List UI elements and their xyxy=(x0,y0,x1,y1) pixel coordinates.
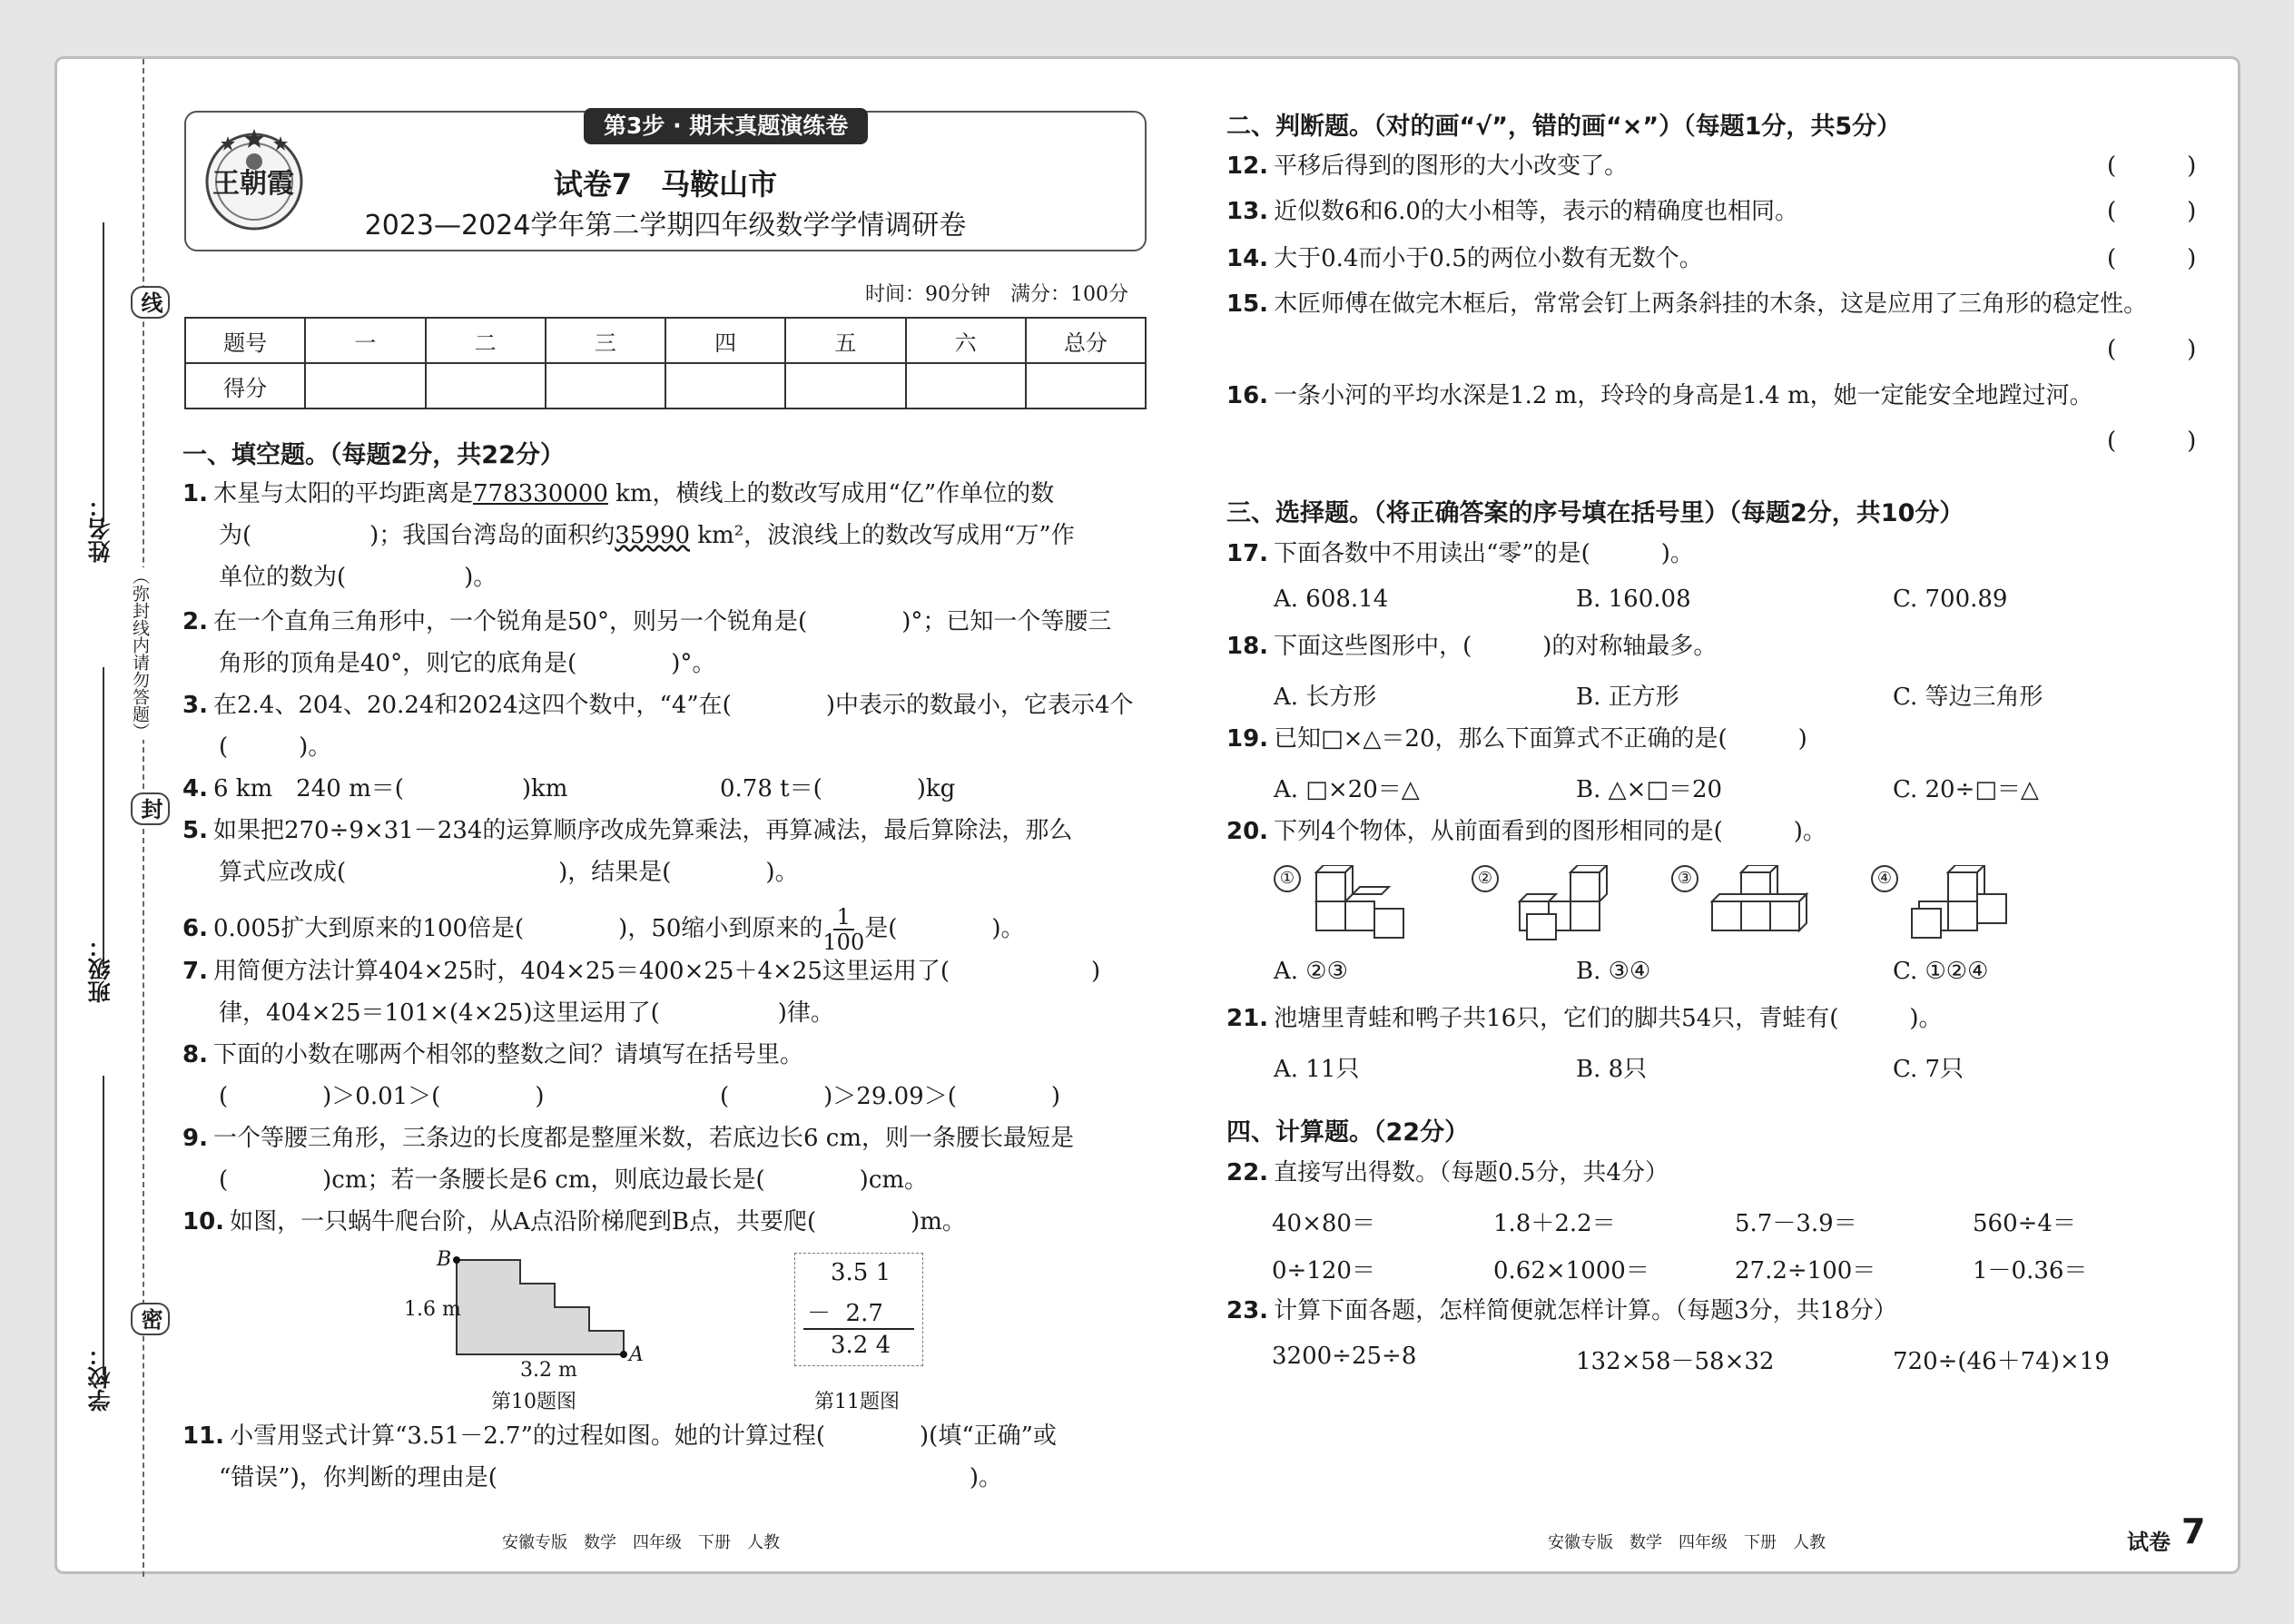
question-9: 9. 一个等腰三角形，三条边的长度都是整厘米数，若底边长6 cm，则一条腰长最短是 xyxy=(182,1125,1074,1152)
question-11: 11. 小雪用竖式计算“3.51－2.7”的过程如图。她的计算过程( )(填“正确”或 xyxy=(182,1422,1057,1450)
fig11-row1: 3.5 1 xyxy=(831,1259,891,1286)
exam-sheet xyxy=(54,56,2240,1574)
question-10: 10. 如图，一只蜗牛爬台阶，从A点沿阶梯爬到B点，共要爬( )m。 xyxy=(182,1208,966,1235)
score-input-cell[interactable] xyxy=(1026,363,1146,408)
score-input-cell[interactable] xyxy=(426,363,546,408)
score-input-cell[interactable] xyxy=(785,363,905,408)
question-11-line2: “错误”)，你判断的理由是( )。 xyxy=(219,1464,1003,1491)
figure-10 xyxy=(402,1253,693,1407)
option-20c[interactable]: C. ①②④ xyxy=(1893,958,1989,985)
score-header-cell: 五 xyxy=(785,318,905,363)
school-label: 学校： xyxy=(87,1343,113,1412)
question-22: 22. 直接写出得数。（每题0.5分，共4分） xyxy=(1226,1159,1669,1186)
seal-word-seal: 封 xyxy=(131,792,170,825)
page-number: 7 xyxy=(2181,1511,2206,1551)
question-15: 15. 木匠师傅在做完木框后，常常会钉上两条斜挂的木条，这是应用了三角形的稳定性。 xyxy=(1226,290,2148,318)
question-17: 17. 下面各数中不用读出“零”的是( )。 xyxy=(1226,540,1694,567)
calc-item: 720÷(46＋74)×19 xyxy=(1893,1348,2110,1375)
exam-subtitle: 2023—2024学年第二学期四年级数学学情调研卷 xyxy=(364,210,967,241)
name-line[interactable] xyxy=(103,222,104,522)
cube-figure-4: ④ xyxy=(1871,865,2015,947)
option-18b[interactable]: B. 正方形 xyxy=(1576,684,1679,711)
score-header-cell: 六 xyxy=(906,318,1026,363)
answer-paren-13[interactable]: ( ) xyxy=(2107,198,2197,225)
question-19: 19. 已知□×△＝20，那么下面算式不正确的是( ) xyxy=(1226,725,1807,753)
calc-item: 1.8＋2.2＝ xyxy=(1493,1210,1616,1237)
section-3-title: 三、选择题。（将正确答案的序号填在括号里）（每题2分，共10分） xyxy=(1226,499,1964,527)
question-6: 6. 0.005扩大到原来的100倍是( )，50缩小到原来的 $\frac{1}{100}$ 是( )。 xyxy=(182,904,1025,955)
score-input-cell[interactable] xyxy=(665,363,785,408)
question-8-part1: ( )＞0.01＞( ) xyxy=(219,1083,545,1110)
option-18c[interactable]: C. 等边三角形 xyxy=(1893,684,2043,711)
score-table xyxy=(184,317,1147,409)
calc-item: 1－0.36＝ xyxy=(1973,1257,2088,1284)
question-1: 1. 木星与太阳的平均距离是778330000 km，横线上的数改写成用“亿”作单位的数 xyxy=(182,480,1055,507)
fraction: $\frac{1}{100}$ xyxy=(822,904,865,955)
question-23: 23. 计算下面各题，怎样简便就怎样计算。（每题3分，共18分） xyxy=(1226,1297,1897,1324)
question-3: 3. 在2.4、204、20.24和2024这四个数中，“4”在( )中表示的数最小，它表示4个 xyxy=(182,692,1134,719)
option-19c[interactable]: C. 20÷□＝△ xyxy=(1893,776,2039,803)
calc-item: 0÷120＝ xyxy=(1272,1257,1375,1284)
question-2-line2: 角形的顶角是40°，则它的底角是( )°。 xyxy=(219,650,716,677)
question-2: 2. 在一个直角三角形中，一个锐角是50°，则另一个锐角是( )°；已知一个等腰三 xyxy=(182,608,1112,635)
score-input-cell[interactable] xyxy=(546,363,665,408)
option-19b[interactable]: B. △×□＝20 xyxy=(1576,776,1723,803)
footer-left: 安徽专版 数学 四年级 下册 人教 xyxy=(502,1533,780,1552)
exam-title: 试卷7 马鞍山市 xyxy=(553,167,778,202)
calc-item: 5.7－3.9＝ xyxy=(1735,1210,1857,1237)
logo-text: 王朝霞 xyxy=(212,168,294,200)
calc-item: 40×80＝ xyxy=(1272,1210,1375,1237)
fig11-caption: 第11题图 xyxy=(814,1391,900,1413)
option-18a[interactable]: A. 长方形 xyxy=(1274,684,1377,711)
school-line[interactable] xyxy=(103,1076,104,1375)
question-4-part2: 0.78 t＝( )kg xyxy=(720,775,956,802)
question-8: 8. 下面的小数在哪两个相邻的整数之间？请填写在括号里。 xyxy=(182,1041,803,1068)
score-input-cell[interactable] xyxy=(906,363,1026,408)
answer-paren-16[interactable]: ( ) xyxy=(2107,428,2197,455)
question-7-line2: 律，404×25＝101×(4×25)这里运用了( )律。 xyxy=(219,999,834,1027)
question-1-line2: 为( )；我国台湾岛的面积约35990 km²，波浪线上的数改写成用“万”作 xyxy=(219,522,1075,549)
calc-item: 3200÷25÷8 xyxy=(1272,1343,1417,1370)
class-label: 班级： xyxy=(87,935,113,1003)
fig11-rule xyxy=(803,1328,914,1330)
option-17c[interactable]: C. 700.89 xyxy=(1893,586,2008,613)
score-header-cell: 四 xyxy=(665,318,785,363)
question-13: 13. 近似数6和6.0的大小相等，表示的精确度也相同。 xyxy=(1226,198,1798,225)
question-14: 14. 大于0.4而小于0.5的两位小数有无数个。 xyxy=(1226,245,1703,272)
footer-right: 安徽专版 数学 四年级 下册 人教 xyxy=(1548,1533,1826,1552)
fig10-caption: 第10题图 xyxy=(491,1391,576,1413)
fig10-label-b: B xyxy=(437,1248,452,1271)
question-20: 20. 下列4个物体，从前面看到的图形相同的是( )。 xyxy=(1226,818,1826,845)
calc-item: 27.2÷100＝ xyxy=(1735,1257,1876,1284)
option-20b[interactable]: B. ③④ xyxy=(1576,958,1651,985)
question-4: 4. 6 km 240 m＝( )km xyxy=(182,775,568,802)
option-20a[interactable]: A. ②③ xyxy=(1274,958,1348,985)
cube-figure-2: ② xyxy=(1472,865,1616,947)
option-17a[interactable]: A. 608.14 xyxy=(1274,586,1389,613)
answer-paren-15[interactable]: ( ) xyxy=(2107,336,2197,363)
fig11-row3: 3.2 4 xyxy=(831,1332,891,1359)
question-7: 7. 用简便方法计算404×25时，404×25＝400×25＋4×25这里运用了( ) xyxy=(182,958,1101,985)
score-header-cell: 二 xyxy=(426,318,546,363)
score-header-cell: 三 xyxy=(546,318,665,363)
score-header-cell: 总分 xyxy=(1026,318,1146,363)
option-21b[interactable]: B. 8只 xyxy=(1576,1056,1648,1083)
seal-note: （弥封线内请勿答题） xyxy=(128,567,153,740)
question-9-line2: ( )cm；若一条腰长是6 cm，则底边最长是( )cm。 xyxy=(219,1166,929,1194)
question-8-part2: ( )＞29.09＞( ) xyxy=(720,1083,1061,1110)
calc-item: 0.62×1000＝ xyxy=(1493,1257,1649,1284)
option-21c[interactable]: C. 7只 xyxy=(1893,1056,1964,1083)
score-header-cell: 一 xyxy=(305,318,425,363)
fig10-label-a: A xyxy=(629,1343,644,1366)
seal-word-secret: 密 xyxy=(131,1303,170,1335)
cube-figure-3: ③ xyxy=(1671,865,1816,947)
fig11-row2: － 2.7 xyxy=(807,1300,883,1327)
option-17b[interactable]: B. 160.08 xyxy=(1576,586,1691,613)
answer-paren-12[interactable]: ( ) xyxy=(2107,153,2197,180)
score-input-cell[interactable] xyxy=(305,363,425,408)
option-19a[interactable]: A. □×20＝△ xyxy=(1274,776,1420,803)
question-1-line3: 单位的数为( )。 xyxy=(219,564,497,591)
question-21: 21. 池塘里青蛙和鸭子共16只，它们的脚共54只，青蛙有( )。 xyxy=(1226,1005,1943,1032)
step-tag: 第3步 · 期末真题演练卷 xyxy=(584,108,868,144)
option-21a[interactable]: A. 11只 xyxy=(1274,1056,1360,1083)
score-label-cell: 得分 xyxy=(185,363,305,408)
name-label: 姓名： xyxy=(87,495,113,563)
section-1-title: 一、填空题。（每题2分，共22分） xyxy=(182,441,565,469)
class-line[interactable] xyxy=(103,667,104,967)
question-16: 16. 一条小河的平均水深是1.2 m，玲玲的身高是1.4 m，她一定能安全地蹚过河。 xyxy=(1226,382,2093,409)
fig10-height: 1.6 m xyxy=(404,1298,461,1321)
score-header-cell: 题号 xyxy=(185,318,305,363)
question-18: 18. 下面这些图形中，( )的对称轴最多。 xyxy=(1226,633,1718,660)
time-info: 时间：90分钟 满分：100分 xyxy=(865,283,1128,306)
cube-figure-1: ① xyxy=(1274,865,1418,947)
question-5: 5. 如果把270÷9×31－234的运算顺序改成先算乘法，再算减法，最后算除法，那么 xyxy=(182,817,1073,844)
fig10-width: 3.2 m xyxy=(520,1359,577,1382)
section-2-title: 二、判断题。（对的画“√”，错的画“×”）（每题1分，共5分） xyxy=(1226,113,1902,141)
question-3-line2: ( )。 xyxy=(219,733,332,761)
seal-word-line: 线 xyxy=(131,286,170,319)
question-5-line2: 算式应改成( )，结果是( )。 xyxy=(219,859,799,886)
answer-paren-14[interactable]: ( ) xyxy=(2107,245,2197,272)
calc-item: 560÷4＝ xyxy=(1973,1210,2076,1237)
section-4-title: 四、计算题。（22分） xyxy=(1226,1118,1470,1147)
page-label: 试卷 xyxy=(2127,1530,2171,1555)
calc-item: 132×58－58×32 xyxy=(1576,1348,1775,1375)
question-12: 12. 平移后得到的图形的大小改变了。 xyxy=(1226,153,1629,180)
